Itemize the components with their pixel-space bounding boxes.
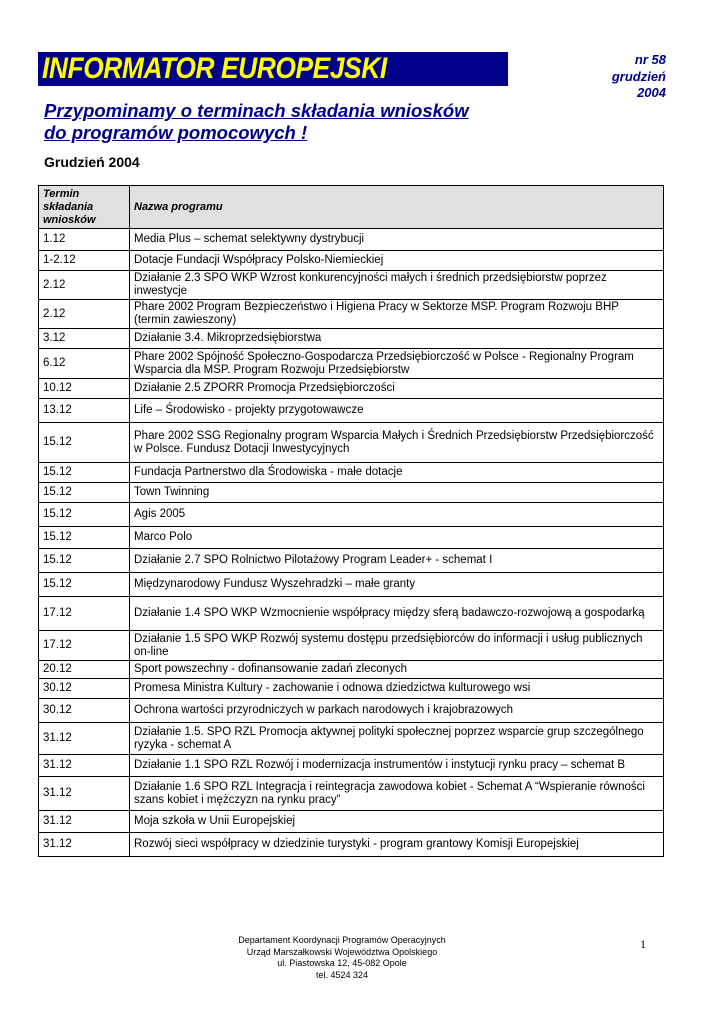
deadline-cell: 31.12 xyxy=(39,755,130,777)
program-name-cell: Działanie 1.5. SPO RZL Promocja aktywnej polityki społecznej poprzez wsparcie grup szczególnego ryzyka - schemat A xyxy=(130,723,664,755)
program-name-cell: Działanie 3.4. Mikroprzedsiębiorstwa xyxy=(130,329,664,349)
table-row xyxy=(39,661,664,679)
month-label: Grudzień 2004 xyxy=(44,154,140,170)
program-name-cell: Sport powszechny - dofinansowanie zadań zleconych xyxy=(130,661,664,679)
deadline-cell: 15.12 xyxy=(39,549,130,573)
program-name-cell: Działanie 2.5 ZPORR Promocja Przedsiębiorczości xyxy=(130,379,664,399)
issue-month: grudzień xyxy=(611,68,666,84)
deadline-cell: 2.12 xyxy=(39,271,130,300)
deadline-cell: 15.12 xyxy=(39,423,130,463)
program-name-cell: Ochrona wartości przyrodniczych w parkach narodowych i krajobrazowych xyxy=(130,699,664,723)
table-row xyxy=(39,483,664,503)
deadline-cell: 10.12 xyxy=(39,379,130,399)
table-row xyxy=(39,251,664,271)
deadline-cell: 20.12 xyxy=(39,661,130,679)
programs-table xyxy=(38,185,664,857)
table-row xyxy=(39,349,664,379)
program-name-cell: Działanie 2.3 SPO WKP Wzrost konkurencyjności małych i średnich przedsiębiorstw poprzez inwestycje xyxy=(130,271,664,300)
table-row xyxy=(39,503,664,527)
deadline-cell: 1-2.12 xyxy=(39,251,130,271)
deadline-cell: 30.12 xyxy=(39,699,130,723)
footer-department: Departament Koordynacji Programów Operacyjnych xyxy=(238,935,446,945)
program-name-cell: Międzynarodowy Fundusz Wyszehradzki – małe granty xyxy=(130,573,664,597)
program-name-cell: Town Twinning xyxy=(130,483,664,503)
deadline-cell: 2.12 xyxy=(39,300,130,329)
deadline-cell: 31.12 xyxy=(39,833,130,857)
program-name-cell: Działanie 1.6 SPO RZL Integracja i reintegracja zawodowa kobiet - Schemat A “Wspieranie równości szans kobiet i mężczyzn na rynku pracy” xyxy=(130,777,664,811)
deadline-cell: 13.12 xyxy=(39,399,130,423)
page-number: 1 xyxy=(640,937,646,951)
program-name-cell: Phare 2002 Program Bezpieczeństwo i Higiena Pracy w Sektorze MSP. Program Rozwoju BHP (termin zawieszony) xyxy=(130,300,664,329)
footer-office: Urząd Marszałkowski Województwa Opolskiego xyxy=(246,946,438,957)
deadline-cell: 6.12 xyxy=(39,349,130,379)
deadline-cell: 3.12 xyxy=(39,329,130,349)
footer-phone: tel. 4524 324 xyxy=(315,969,369,980)
program-name-cell: Marco Polo xyxy=(130,527,664,549)
issue-info xyxy=(612,52,666,102)
table-row xyxy=(39,699,664,723)
deadline-cell: 17.12 xyxy=(39,597,130,631)
table-row xyxy=(39,833,664,857)
table-row xyxy=(39,631,664,661)
newsletter-title: INFORMATOR EUROPEJSKI xyxy=(42,52,387,85)
program-name-cell: Działanie 1.5 SPO WKP Rozwój systemu dostępu przedsiębiorców do informacji i usług publicznych on-line xyxy=(130,631,664,661)
table-row xyxy=(39,423,664,463)
table-row xyxy=(39,811,664,833)
footer-address: ul. Piastowska 12, 45-082 Opole xyxy=(277,958,407,968)
table-row xyxy=(39,379,664,399)
table-row xyxy=(39,300,664,329)
table-row xyxy=(39,463,664,483)
table-row xyxy=(39,723,664,755)
program-name-cell: Działanie 1.1 SPO RZL Rozwój i modernizacja instrumentów i instytucji rynku pracy – schemat B xyxy=(130,755,664,777)
table-row xyxy=(39,755,664,777)
table-row xyxy=(39,597,664,631)
program-name-cell: Phare 2002 Spójność Społeczno-Gospodarcza Przedsiębiorczość w Polsce - Regionalny Program Wsparcia dla MSP. Program Rozwoju Przedsiębiorstw xyxy=(130,349,664,379)
deadline-cell: 31.12 xyxy=(39,811,130,833)
deadline-cell: 31.12 xyxy=(39,777,130,811)
table-row xyxy=(39,399,664,423)
table-row xyxy=(39,573,664,597)
footer xyxy=(0,935,684,981)
table-row xyxy=(39,679,664,699)
table-row xyxy=(39,549,664,573)
program-name-cell: Media Plus – schemat selektywny dystrybucji xyxy=(130,229,664,251)
deadline-cell: 31.12 xyxy=(39,723,130,755)
program-name-cell: Działanie 1.4 SPO WKP Wzmocnienie współpracy między sferą badawczo-rozwojową a gospodarką xyxy=(130,597,664,631)
program-name-cell: Phare 2002 SSG Regionalny program Wsparcia Małych i Średnich Przedsiębiorstw Przedsiębiorczość w Polsce. Fundusz Dotacji Inwestycyjnych xyxy=(130,423,664,463)
program-name-cell: Life – Środowisko - projekty przygotowawcze xyxy=(130,399,664,423)
deadline-cell: 15.12 xyxy=(39,503,130,527)
deadline-cell: 17.12 xyxy=(39,631,130,661)
deadline-cell: 15.12 xyxy=(39,527,130,549)
program-name-cell: Promesa Ministra Kultury - zachowanie i odnowa dziedzictwa kulturowego wsi xyxy=(130,679,664,699)
program-name-cell: Dotacje Fundacji Współpracy Polsko-Niemieckiej xyxy=(130,251,664,271)
table-row xyxy=(39,329,664,349)
table-row xyxy=(39,229,664,251)
program-name-cell: Agis 2005 xyxy=(130,503,664,527)
deadline-cell: 15.12 xyxy=(39,483,130,503)
table-row xyxy=(39,777,664,811)
heading-line-1: Przypominamy o terminach składania wniosków xyxy=(44,100,469,121)
table-header-row xyxy=(39,186,664,229)
column-header-program: Nazwa programu xyxy=(130,186,664,229)
table-row xyxy=(39,271,664,300)
deadline-cell: 30.12 xyxy=(39,679,130,699)
newsletter-title-banner xyxy=(38,52,508,86)
program-name-cell: Rozwój sieci współpracy w dziedzinie turystyki - program grantowy Komisji Europejskiej xyxy=(130,833,664,857)
program-name-cell: Moja szkoła w Unii Europejskiej xyxy=(130,811,664,833)
program-name-cell: Działanie 2.7 SPO Rolnictwo Pilotażowy Program Leader+ - schemat I xyxy=(130,549,664,573)
table-row xyxy=(39,527,664,549)
page-heading xyxy=(44,100,469,144)
deadline-cell: 1.12 xyxy=(39,229,130,251)
deadline-cell: 15.12 xyxy=(39,463,130,483)
issue-year: 2004 xyxy=(637,85,666,100)
column-header-date: Termin składania wniosków xyxy=(39,186,130,229)
program-name-cell: Fundacja Partnerstwo dla Środowiska - małe dotacje xyxy=(130,463,664,483)
heading-line-2: do programów pomocowych ! xyxy=(44,122,308,143)
issue-number: nr 58 xyxy=(634,52,666,67)
deadline-cell: 15.12 xyxy=(39,573,130,597)
